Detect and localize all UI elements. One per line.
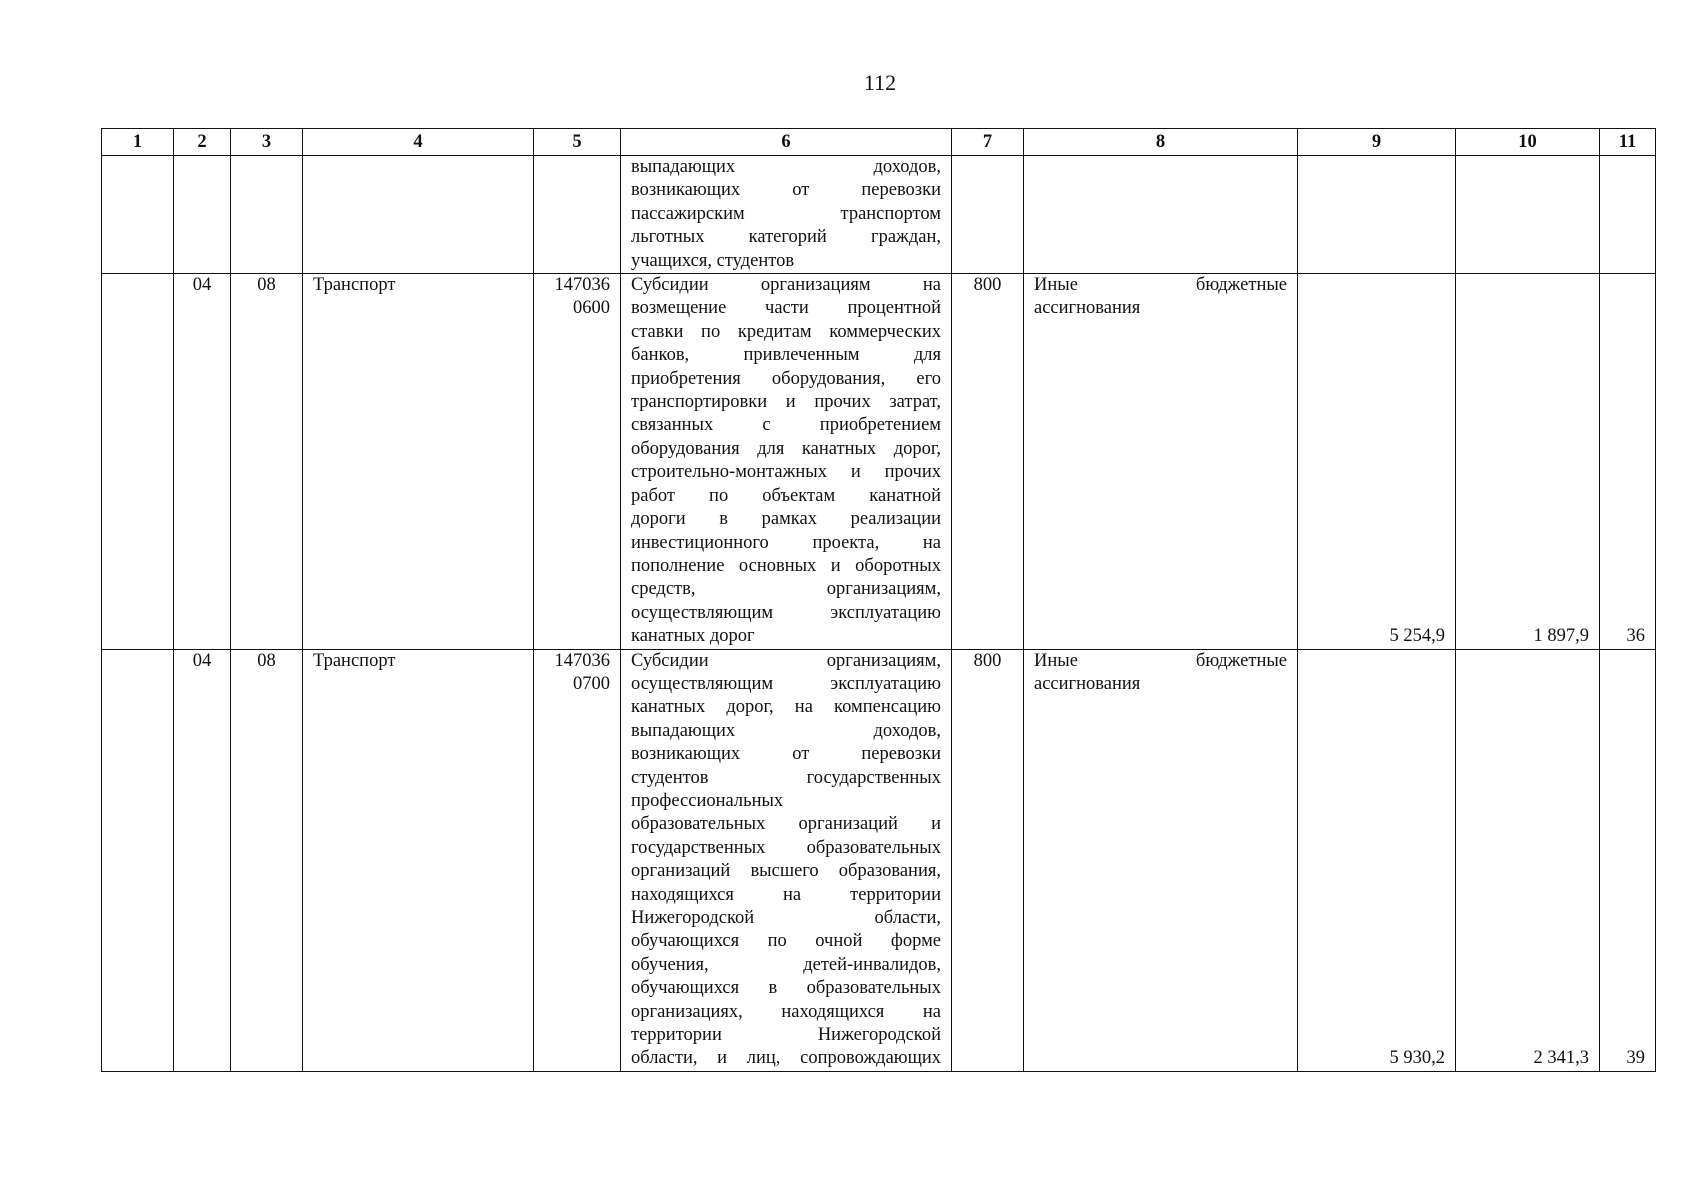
description-line: пополнение основных и оборотных (631, 555, 941, 576)
target-code-line: 147036 (554, 275, 610, 296)
description-line: организаций высшего образования, (631, 861, 941, 882)
description-line: Субсидии организациям на (631, 275, 941, 296)
description-line: организациях, находящихся на (631, 1001, 941, 1022)
description-line: осуществляющим эксплуатацию (631, 673, 941, 694)
description-line: выпадающих доходов, (631, 157, 941, 177)
description-line: средств, организациям, (631, 579, 941, 600)
amount-cell-9: 5 254,9 (1298, 274, 1456, 650)
description-line: Субсидии организациям, (631, 650, 941, 671)
name-cell: Транспорт (303, 649, 534, 1071)
description-line: возмещение части процентной (631, 298, 941, 319)
description-line: обучения, детей-инвалидов, (631, 954, 941, 975)
cell-col1 (102, 649, 174, 1071)
description-line: обучающихся по очной форме (631, 931, 941, 952)
target-code-cell (534, 274, 621, 650)
expense-type-cell: 800 (952, 649, 1024, 1071)
column-header-5: 5 (534, 129, 621, 156)
column-header-1: 1 (102, 129, 174, 156)
description-line: области, и лиц, сопровождающих (631, 1048, 941, 1069)
description-line: возникающих от перевозки (631, 180, 941, 201)
expense-name-cell (1024, 274, 1298, 650)
amount-cell-9: 5 930,2 (1298, 649, 1456, 1071)
cell-empty (1600, 156, 1656, 274)
cell-empty (174, 156, 231, 274)
description-line: приобретения оборудования, его (631, 368, 941, 389)
column-header-6: 6 (621, 129, 952, 156)
description-line: строительно-монтажных и прочих (631, 462, 941, 483)
description-line: пассажирским транспортом (631, 203, 941, 224)
cell-empty (231, 156, 303, 274)
description-line: профессиональных (631, 790, 784, 811)
table-row (102, 274, 1656, 650)
description-line: канатных дорог (631, 626, 755, 647)
cell-empty (534, 156, 621, 274)
subsection-cell: 08 (231, 649, 303, 1071)
description-line: льготных категорий граждан, (631, 227, 941, 248)
percent-cell-11: 36 (1600, 274, 1656, 650)
column-header-11: 11 (1600, 129, 1656, 156)
cell-empty (1456, 156, 1600, 274)
subsection-cell: 08 (231, 274, 303, 650)
target-code-line: 147036 (554, 650, 610, 671)
description-line: транспортировки и прочих затрат, (631, 392, 941, 413)
cell-empty (1024, 156, 1298, 274)
description-line: находящихся на территории (631, 884, 941, 905)
description-line: обучающихся в образовательных (631, 978, 941, 999)
amount-cell-10: 1 897,9 (1456, 274, 1600, 650)
description-line: учащихся, студентов (631, 250, 795, 271)
budget-table (101, 128, 1656, 1072)
name-cell: Транспорт (303, 274, 534, 650)
description-line: студентов государственных (631, 767, 941, 788)
column-header-8: 8 (1024, 129, 1298, 156)
expense-name-line: Иные бюджетные (1034, 650, 1287, 671)
description-line: образовательных организаций и (631, 814, 941, 835)
description-line: канатных дорог, на компенсацию (631, 697, 941, 718)
description-line: дороги в рамках реализации (631, 509, 941, 530)
table-row (102, 649, 1656, 1071)
target-code-cell (534, 649, 621, 1071)
column-header-10: 10 (1456, 129, 1600, 156)
cell-col1 (102, 274, 174, 650)
description-line: ставки по кредитам коммерческих (631, 321, 941, 342)
description-line: возникающих от перевозки (631, 744, 941, 765)
description-line: государственных образовательных (631, 837, 941, 858)
description-cell (621, 274, 952, 650)
description-line: банков, привлеченным для (631, 345, 941, 366)
column-header-3: 3 (231, 129, 303, 156)
description-line: инвестиционного проекта, на (631, 532, 941, 553)
page-number: 112 (863, 70, 897, 95)
expense-name-line: ассигнования (1034, 673, 1141, 694)
column-header-9: 9 (1298, 129, 1456, 156)
column-header-2: 2 (174, 129, 231, 156)
table-row-continuation (102, 156, 1656, 274)
target-code-line: 0700 (573, 673, 610, 694)
description-line: территории Нижегородской (631, 1025, 941, 1046)
cell-empty (1298, 156, 1456, 274)
expense-name-line: Иные бюджетные (1034, 275, 1287, 296)
cell-empty (102, 156, 174, 274)
cell-empty (952, 156, 1024, 274)
percent-cell-11: 39 (1600, 649, 1656, 1071)
description-line: оборудования для канатных дорог, (631, 438, 941, 459)
description-cell (621, 649, 952, 1071)
section-cell: 04 (174, 274, 231, 650)
description-cell (621, 156, 952, 274)
description-line: осуществляющим эксплуатацию (631, 602, 941, 623)
description-line: Нижегородской области, (631, 908, 941, 928)
description-line: выпадающих доходов, (631, 720, 941, 741)
expense-type-cell: 800 (952, 274, 1024, 650)
column-header-7: 7 (952, 129, 1024, 156)
description-line: работ по объектам канатной (631, 485, 941, 506)
description-line: связанных с приобретением (631, 415, 941, 436)
section-cell: 04 (174, 649, 231, 1071)
header-row (102, 129, 1656, 156)
expense-name-cell (1024, 649, 1298, 1071)
target-code-line: 0600 (573, 298, 610, 319)
amount-cell-10: 2 341,3 (1456, 649, 1600, 1071)
expense-name-line: ассигнования (1034, 298, 1141, 319)
cell-empty (303, 156, 534, 274)
column-header-4: 4 (303, 129, 534, 156)
